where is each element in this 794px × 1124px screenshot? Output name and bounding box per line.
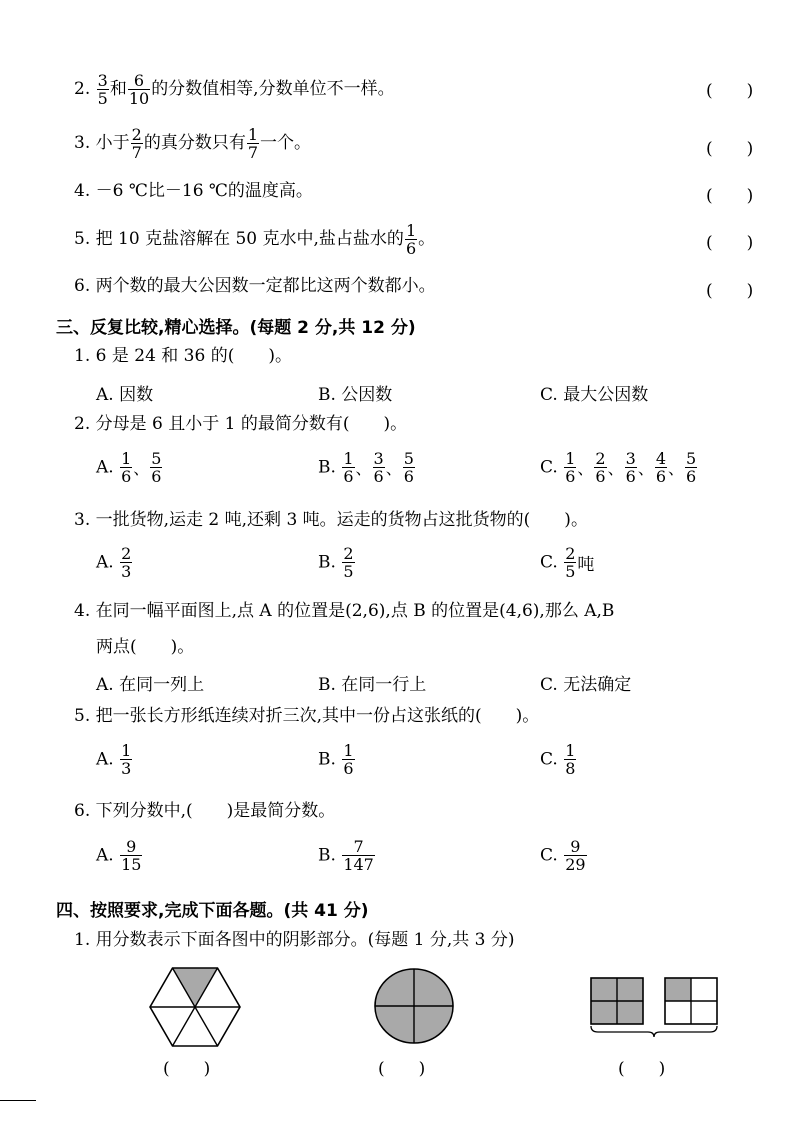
option-c[interactable]: C. $\frac{9}{29}$ [540, 837, 586, 874]
squares-figure [588, 976, 722, 1038]
question-stem: 3. 一批货物,运走 2 吨,还剩 3 吨。运走的货物占这批货物的( )。 [74, 510, 588, 530]
option-a[interactable]: A. $\frac{1}{3}$ [96, 741, 132, 778]
option-b[interactable]: B. 公因数 [318, 385, 393, 405]
answer-paren[interactable]: ( ) [163, 1059, 211, 1079]
question-stem: 6. 下列分数中,( )是最简分数。 [74, 801, 336, 821]
question-stem-cont: 两点( )。 [96, 637, 195, 657]
judge-item-6: 6. 两个数的最大公因数一定都比这两个数都小。 [74, 276, 436, 296]
option-a[interactable]: A. 在同一列上 [96, 675, 205, 695]
option-c[interactable]: C. $\frac{1}{8}$ [540, 741, 576, 778]
option-b[interactable]: B. $\frac{2}{5}$ [318, 544, 354, 581]
option-b[interactable]: B. $\frac{1}{6}$ [318, 741, 354, 778]
hexagon-figure [148, 966, 242, 1048]
answer-paren[interactable]: ( ) [706, 139, 754, 159]
option-c[interactable]: C. $\frac{1}{6}$ 、 $\frac{2}{6}$ 、 $\frac{3}{6}$ 、 $\frac{4}{6}$ 、 $\frac{5}{6}$ [540, 449, 697, 486]
option-b[interactable]: B. 在同一行上 [318, 675, 427, 695]
hexagon-shaded-part [173, 968, 218, 1007]
option-a[interactable]: A. $\frac{1}{6}$ 、 $\frac{5}{6}$ [96, 449, 162, 486]
section-title: 四、按照要求,完成下面各题。(共 41 分) [56, 901, 369, 921]
answer-paren[interactable]: ( ) [618, 1059, 666, 1079]
answer-paren[interactable]: ( ) [706, 281, 754, 301]
question-stem: 1. 6 是 24 和 36 的( )。 [74, 346, 292, 366]
brace [591, 1026, 717, 1037]
option-b[interactable]: B. $\frac{7}{147}$ [318, 837, 374, 874]
fraction: $\frac{1}{6}$ [405, 221, 417, 258]
fraction: $\frac{3}{5}$ [97, 71, 108, 108]
fraction: $\frac{1}{7}$ [247, 125, 259, 162]
judge-item-4: 4. －6 ℃比－16 ℃的温度高。 [74, 181, 313, 201]
fraction: $\frac{6}{10}$ [128, 71, 150, 108]
option-a[interactable]: A. $\frac{9}{15}$ [96, 837, 142, 874]
option-c[interactable]: C. $\frac{2}{5}$ 吨 [540, 544, 595, 581]
option-a[interactable]: A. 因数 [96, 385, 154, 405]
answer-paren[interactable]: ( ) [378, 1059, 426, 1079]
judge-item-5: 5. 把 10 克盐溶解在 50 克水中,盐占盐水的 $\frac{1}{6}$ 。 [74, 221, 436, 258]
question-stem: 4. 在同一幅平面图上,点 A 的位置是(2,6),点 B 的位置是(4,6),那么 A,B [74, 601, 615, 621]
question-stem: 1. 用分数表示下面各图中的阴影部分。(每题 1 分,共 3 分) [74, 930, 515, 950]
answer-paren[interactable]: ( ) [706, 186, 754, 206]
answer-paren[interactable]: ( ) [706, 81, 754, 101]
circle-figure [372, 966, 456, 1046]
option-a[interactable]: A. $\frac{2}{3}$ [96, 544, 132, 581]
fraction: $\frac{2}{7}$ [131, 125, 142, 162]
page-footer-rule [0, 1100, 36, 1101]
section-title: 三、反复比较,精心选择。(每题 2 分,共 12 分) [56, 318, 416, 338]
option-c[interactable]: C. 无法确定 [540, 675, 632, 695]
option-c[interactable]: C. 最大公因数 [540, 385, 649, 405]
judge-item-3: 3. 小于 $\frac{2}{7}$ 的真分数只有 $\frac{1}{7}$ 一个。 [74, 125, 312, 162]
question-stem: 2. 分母是 6 且小于 1 的最简分数有( )。 [74, 414, 408, 434]
answer-paren[interactable]: ( ) [706, 233, 754, 253]
question-stem: 5. 把一张长方形纸连续对折三次,其中一份占这张纸的( )。 [74, 706, 540, 726]
square-quarter-shaded [665, 978, 691, 1001]
judge-item-2: 2. $\frac{3}{5}$ 和 $\frac{6}{10}$ 的分数值相等,分数单位不一样。 [74, 71, 395, 108]
option-b[interactable]: B. $\frac{1}{6}$ 、 $\frac{3}{6}$ 、 $\frac{5}{6}$ [318, 449, 414, 486]
